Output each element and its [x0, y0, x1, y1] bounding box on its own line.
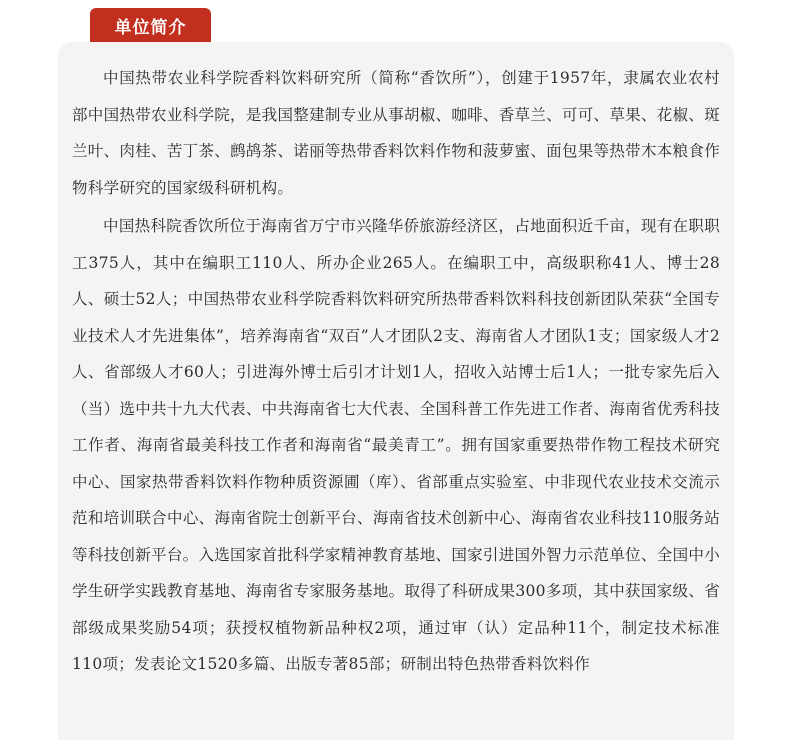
- intro-paragraph-2: 中国热科院香饮所位于海南省万宁市兴隆华侨旅游经济区，占地面积近千亩，现有在职职工375人，其中在编职工110人、所办企业265人。在编职工中，高级职称41人、博士28人、硕士52人；中国热带农业科学院香料饮料研究所热带香料饮料科技创新团队荣获“全国专业技术人才先进集体”，培养海南省“双百”人才团队2支、海南省人才团队1支；国家级人才2人、省部级人才60人；引进海外博士后引才计划1人，招收入站博士后1人；一批专家先后入（当）选中共十九大代表、中共海南省七大代表、全国科普工作先进工作者、海南省优秀科技工作者、海南省最美科技工作者和海南省“最美青工”。拥有国家重要热带作物工程技术研究中心、国家热带香料饮料作物种质资源圃（库）、省部重点实验室、中非现代农业技术交流示范和培训联合中心、海南省院士创新平台、海南省技术创新中心、海南省农业科技110服务站等科技创新平台。入选国家首批科学家精神教育基地、国家引进国外智力示范单位、全国中小学生研学实践教育基地、海南省专家服务基地。取得了科研成果300多项，其中获国家级、省部级成果奖励54项；获授权植物新品种权2项，通过审（认）定品种11个，制定技术标准110项；发表论文1520多篇、出版专著85部；研制出特色热带香料饮料作: [72, 217, 720, 673]
- intro-paragraph-1: 中国热带农业科学院香料饮料研究所（简称“香饮所”），创建于1957年，隶属农业农村部中国热带农业科学院，是我国整建制专业从事胡椒、咖啡、香草兰、可可、草果、花椒、斑兰叶、肉桂、苦丁茶、鹧鸪茶、诺丽等热带香料饮料作物和菠萝蜜、面包果等热带木本粮食作物科学研究的国家级科研机构。: [72, 69, 720, 197]
- intro-card: [58, 42, 734, 740]
- section-title-tab: [90, 8, 211, 43]
- section-title: 单位简介: [114, 18, 187, 38]
